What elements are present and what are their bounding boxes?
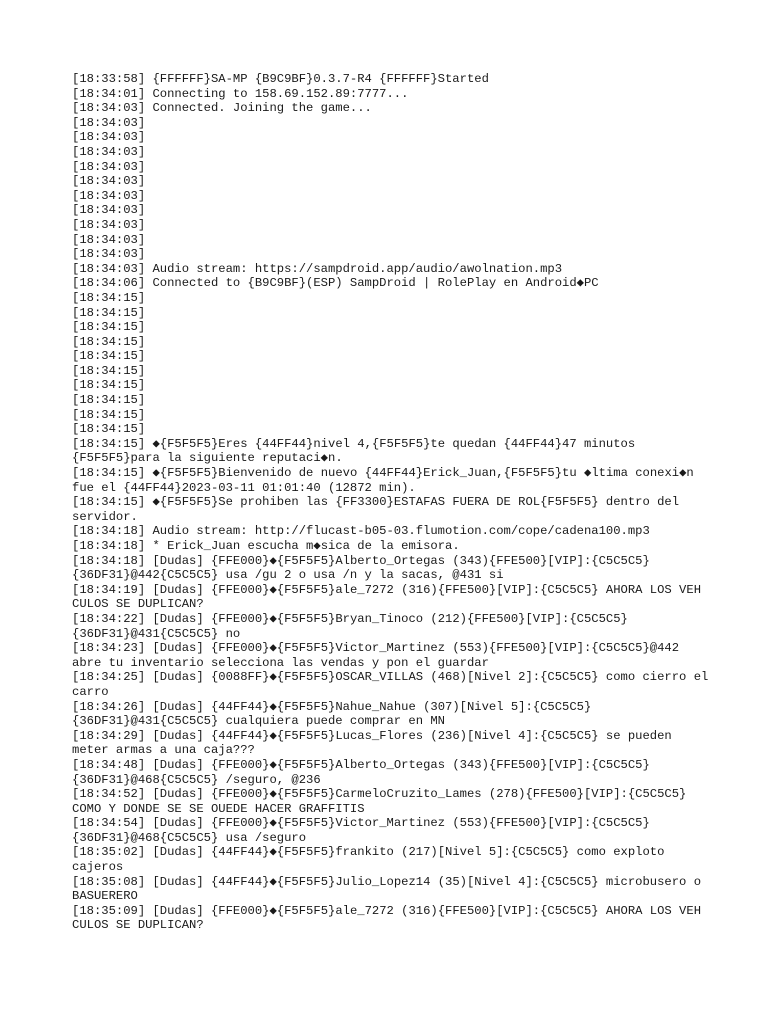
log-line: [18:34:03]: [72, 115, 146, 130]
log-line: [18:34:03]: [72, 144, 146, 159]
log-line: [18:34:15]: [72, 349, 146, 364]
log-line: [18:34:18] [Dudas] {FFE000}◆{F5F5F5}Alberto_Ortegas (343){FFE500}[VIP]:{C5C5C5}{36DF31}@442{C5C5C5} usa /gu 2 o usa /n y la sacas, @431 si: [72, 553, 650, 583]
log-line: [18:34:06] Connected to {B9C9BF}(ESP) SampDroid | RolePlay en Android◆PC: [72, 276, 599, 291]
log-line: [18:34:52] [Dudas] {FFE000}◆{F5F5F5}CarmeloCruzito_Lames (278){FFE500}[VIP]:{C5C5C5} COMO Y DONDE SE SE OUEDE HACER GRAFFITIS: [72, 787, 694, 816]
log-line: [18:34:18] Audio stream: http://flucast-b05-03.flumotion.com/cope/cadena100.mp3: [72, 524, 650, 539]
log-line: [18:34:15]: [72, 320, 146, 335]
log-line: [18:34:03]: [72, 130, 146, 145]
log-line: [18:34:48] [Dudas] {FFE000}◆{F5F5F5}Alberto_Ortegas (343){FFE500}[VIP]:{C5C5C5}{36DF31}@468{C5C5C5} /seguro, @236: [72, 757, 650, 787]
log-line: [18:34:23] [Dudas] {FFE000}◆{F5F5F5}Victor_Martinez (553){FFE500}[VIP]:{C5C5C5}@442 abre tu inventario selecciona las vendas y pon el guardar: [72, 641, 687, 670]
log-line: [18:34:03]: [72, 232, 146, 247]
log-line: [18:33:58] {FFFFFF}SA-MP {B9C9BF}0.3.7-R4 {FFFFFF}Started: [72, 72, 489, 86]
chat-log: [72, 72, 716, 933]
log-line: [18:34:01] Connecting to 158.69.152.89:7777...: [72, 86, 409, 101]
log-line: [18:35:09] [Dudas] {FFE000}◆{F5F5F5}ale_7272 (316){FFE500}[VIP]:{C5C5C5} AHORA LOS VEH CULOS SE DUPLICAN?: [72, 903, 709, 933]
log-line: [18:34:15]: [72, 363, 146, 378]
log-line: [18:34:03]: [72, 247, 146, 262]
log-line: [18:34:18] * Erick_Juan escucha m◆sica de la emisora.: [72, 539, 460, 553]
log-line: [18:34:15]: [72, 378, 146, 393]
log-line: [18:34:15]: [72, 334, 146, 349]
log-line: [18:34:15]: [72, 422, 146, 437]
log-line: [18:34:15]: [72, 305, 146, 320]
log-line: [18:34:03]: [72, 159, 146, 174]
log-line: [18:34:26] [Dudas] {44FF44}◆{F5F5F5}Nahue_Nahue (307)[Nivel 5]:{C5C5C5}{36DF31}@431{C5C5C5} cualquiera puede comprar en MN: [72, 699, 592, 729]
log-line: [18:34:03]: [72, 174, 146, 189]
log-line: [18:34:15] ◆{F5F5F5}Bienvenido de nuevo {44FF44}Erick_Juan,{F5F5F5}tu ◆ltima conexi◆n fue el {44FF44}2023-03-11 01:01:40 (12872 min).: [72, 466, 702, 495]
log-line: [18:34:03]: [72, 188, 146, 203]
log-line: [18:34:22] [Dudas] {FFE000}◆{F5F5F5}Bryan_Tinoco (212){FFE500}[VIP]:{C5C5C5}{36DF31}@431{C5C5C5} no: [72, 611, 628, 641]
log-line: [18:35:08] [Dudas] {44FF44}◆{F5F5F5}Julio_Lopez14 (35)[Nivel 4]:{C5C5C5} microbusero o BASUERERO: [72, 874, 709, 904]
log-line: [18:34:29] [Dudas] {44FF44}◆{F5F5F5}Lucas_Flores (236)[Nivel 4]:{C5C5C5} se pueden meter armas a una caja???: [72, 728, 680, 758]
log-line: [18:34:54] [Dudas] {FFE000}◆{F5F5F5}Victor_Martinez (553){FFE500}[VIP]:{C5C5C5}{36DF31}@468{C5C5C5} usa /seguro: [72, 816, 650, 845]
log-line: [18:34:03] Connected. Joining the game...: [72, 101, 372, 116]
log-line: [18:34:15] ◆{F5F5F5}Eres {44FF44}nivel 4,{F5F5F5}te quedan {44FF44}47 minutos {F5F5F5}para la siguiente reputaci◆n.: [72, 436, 643, 466]
log-line: [18:34:03]: [72, 203, 146, 218]
log-line: [18:34:15]: [72, 393, 146, 408]
log-line: [18:35:02] [Dudas] {44FF44}◆{F5F5F5}frankito (217)[Nivel 5]:{C5C5C5} como exploto cajeros: [72, 845, 672, 875]
log-line: [18:34:25] [Dudas] {0088FF}◆{F5F5F5}OSCAR_VILLAS (468)[Nivel 2]:{C5C5C5} como cierro el carro: [72, 670, 716, 699]
log-line: [18:34:15]: [72, 290, 146, 305]
log-line: [18:34:19] [Dudas] {FFE000}◆{F5F5F5}ale_7272 (316){FFE500}[VIP]:{C5C5C5} AHORA LOS VEH CULOS SE DUPLICAN?: [72, 582, 709, 612]
log-line: [18:34:15] ◆{F5F5F5}Se prohiben las {FF3300}ESTAFAS FUERA DE ROL{F5F5F5} dentro del servidor.: [72, 495, 687, 524]
log-line: [18:34:03] Audio stream: https://sampdroid.app/audio/awolnation.mp3: [72, 261, 563, 276]
log-line: [18:34:03]: [72, 217, 146, 232]
log-line: [18:34:15]: [72, 407, 146, 422]
